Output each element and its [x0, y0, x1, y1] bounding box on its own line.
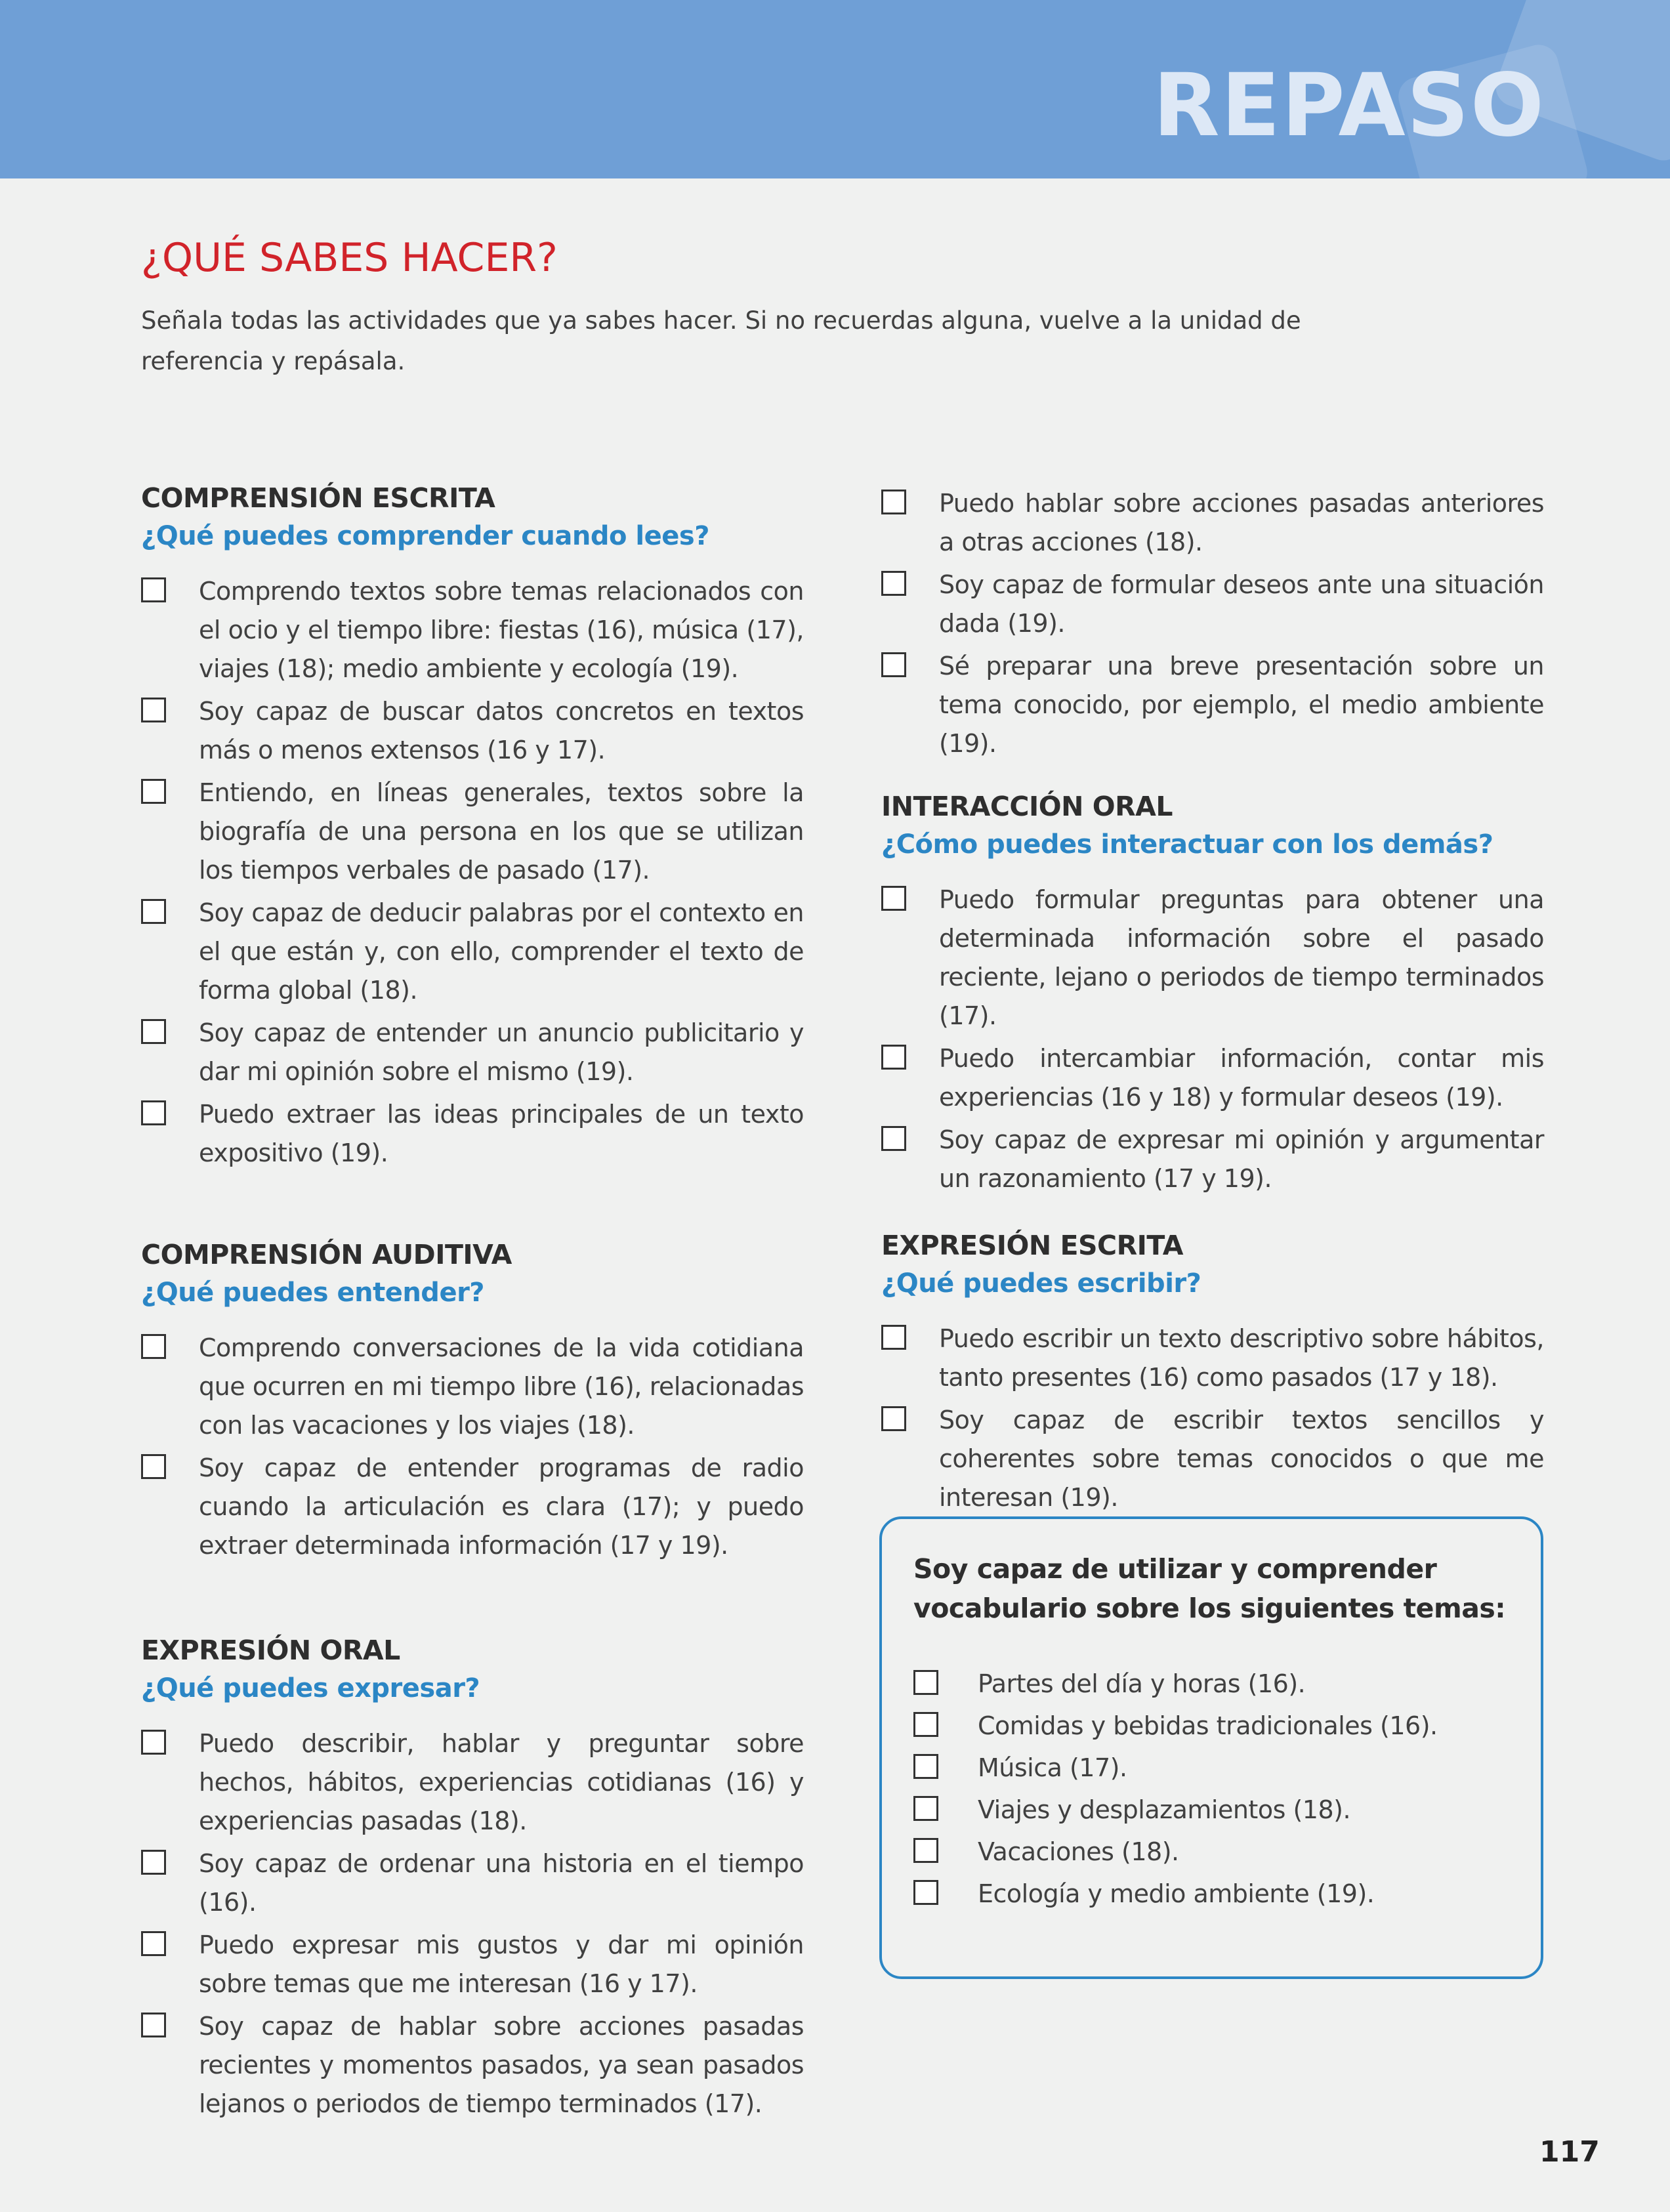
checklist-item-label: Puedo hablar sobre acciones pasadas anteriores a otras acciones (18). [939, 489, 1544, 556]
vocabulary-item [913, 1665, 1508, 1703]
checklist-item [141, 894, 804, 1010]
checklist-item [141, 774, 804, 890]
checklist-item [881, 647, 1544, 763]
checklist-item [881, 1401, 1544, 1517]
checkbox[interactable] [913, 1712, 938, 1737]
checklist-item-label: Puedo escribir un texto descriptivo sobre hábitos, tanto presentes (16) como pasados (17 y 18). [939, 1324, 1544, 1392]
checklist-item [141, 572, 804, 688]
checklist-item [141, 1449, 804, 1565]
checkbox[interactable] [881, 490, 906, 514]
checklist-item [141, 1724, 804, 1841]
checklist-item [141, 1845, 804, 1922]
vocabulary-item [913, 1875, 1508, 1913]
checklist-item [141, 1329, 804, 1445]
page-title: ¿QUÉ SABES HACER? [141, 235, 558, 281]
checklist-item [141, 1095, 804, 1173]
checkbox[interactable] [913, 1754, 938, 1779]
section-title: COMPRENSIÓN AUDITIVA [141, 1239, 512, 1270]
checkbox[interactable] [141, 1454, 166, 1479]
vocabulary-box-title: Soy capaz de utilizar y comprender vocabulario sobre los siguientes temas: [913, 1553, 1506, 1624]
intro-text: Señala todas las actividades que ya sabes hacer. Si no recuerdas alguna, vuelve a la unidad de referencia y repásala. [141, 306, 1301, 375]
checklist-item-label: Puedo describir, hablar y preguntar sobre hechos, hábitos, experiencias cotidianas (16) y experiencias pasadas (18). [199, 1729, 804, 1835]
checklist-item-label: Puedo expresar mis gustos y dar mi opinión sobre temas que me interesan (16 y 17). [199, 1930, 804, 1998]
checkbox[interactable] [881, 886, 906, 911]
checkbox[interactable] [141, 1334, 166, 1359]
vocabulary-item-label: Partes del día y horas (16). [978, 1669, 1306, 1698]
checkbox[interactable] [141, 779, 166, 804]
checklist-item-label: Soy capaz de buscar datos concretos en textos más o menos extensos (16 y 17). [199, 697, 804, 764]
checklist-item-label: Soy capaz de ordenar una historia en el tiempo (16). [199, 1849, 804, 1917]
checkbox[interactable] [141, 1730, 166, 1755]
checkbox[interactable] [881, 1045, 906, 1070]
checklist-item-label: Entiendo, en líneas generales, textos sobre la biografía de una persona en los que se utilizan los tiempos verbales de pasado (17). [199, 778, 804, 885]
expresion-oral-continuation [881, 484, 1544, 767]
checklist-item [141, 692, 804, 770]
checkbox[interactable] [913, 1838, 938, 1863]
checklist-item-label: Comprendo conversaciones de la vida cotidiana que ocurren en mi tiempo libre (16), relacionadas con las vacaciones y los viajes (18). [199, 1333, 804, 1440]
vocabulary-item-label: Viajes y desplazamientos (18). [978, 1795, 1351, 1824]
section-subtitle: ¿Cómo puedes interactuar con los demás? [881, 829, 1493, 860]
checklist-item-label: Soy capaz de entender un anuncio publicitario y dar mi opinión sobre el mismo (19). [199, 1018, 804, 1086]
section-subtitle: ¿Qué puedes comprender cuando lees? [141, 521, 709, 551]
checklist-item-label: Soy capaz de hablar sobre acciones pasadas recientes y momentos pasados, ya sean pasados lejanos o periodos de tiempo terminados (17). [199, 2012, 804, 2118]
checkbox[interactable] [141, 577, 166, 602]
vocabulary-item-label: Comidas y bebidas tradicionales (16). [978, 1711, 1438, 1740]
section-title: COMPRENSIÓN ESCRITA [141, 482, 495, 514]
checkbox[interactable] [141, 1931, 166, 1956]
checklist-item-label: Puedo formular preguntas para obtener una determinada información sobre el pasado reciente, lejano o periodos de tiempo terminados (17). [939, 885, 1544, 1030]
checkbox[interactable] [913, 1796, 938, 1821]
page-number: 117 [1539, 2135, 1600, 2169]
checklist-item [881, 566, 1544, 643]
checklist-item [881, 1320, 1544, 1397]
checkbox[interactable] [881, 1325, 906, 1350]
banner-title: REPASO [1153, 55, 1545, 156]
checklist-item [881, 1039, 1544, 1117]
checklist-item-label: Soy capaz de expresar mi opinión y argumentar un razonamiento (17 y 19). [939, 1125, 1544, 1193]
checklist-item [141, 1926, 804, 2003]
section-subtitle: ¿Qué puedes escribir? [881, 1268, 1201, 1299]
checkbox[interactable] [141, 698, 166, 722]
checkbox[interactable] [881, 652, 906, 677]
section-interaccion-oral [881, 787, 1544, 1202]
section-expresion-escrita [881, 1226, 1544, 1521]
checkbox[interactable] [881, 571, 906, 596]
checklist-item-label: Soy capaz de formular deseos ante una situación dada (19). [939, 570, 1544, 638]
section-title: EXPRESIÓN ORAL [141, 1635, 400, 1666]
vocabulary-item-label: Vacaciones (18). [978, 1837, 1179, 1866]
checklist-item-label: Puedo extraer las ideas principales de un texto expositivo (19). [199, 1100, 804, 1167]
checkbox[interactable] [141, 899, 166, 924]
checklist-item [881, 881, 1544, 1035]
section-subtitle: ¿Qué puedes expresar? [141, 1673, 480, 1703]
checklist-item-label: Puedo intercambiar información, contar mis experiencias (16 y 18) y formular deseos (19). [939, 1044, 1544, 1112]
checklist-item [141, 1014, 804, 1091]
vocabulary-box [879, 1516, 1543, 1979]
checkbox[interactable] [913, 1670, 938, 1695]
checkbox[interactable] [881, 1126, 906, 1151]
vocabulary-item [913, 1791, 1508, 1829]
checkbox[interactable] [141, 2013, 166, 2037]
checklist-item-label: Soy capaz de deducir palabras por el contexto en el que están y, con ello, comprender el texto de forma global (18). [199, 898, 804, 1005]
vocabulary-item [913, 1833, 1508, 1871]
checklist-item-label: Soy capaz de entender programas de radio cuando la articulación es clara (17); y puedo extraer determinada información (17 y 19). [199, 1453, 804, 1560]
section-comprension-escrita [141, 479, 804, 1177]
section-title: EXPRESIÓN ESCRITA [881, 1230, 1183, 1261]
checklist-item [881, 484, 1544, 562]
vocabulary-item [913, 1707, 1508, 1745]
vocabulary-item [913, 1749, 1508, 1787]
section-comprension-auditiva [141, 1236, 804, 1569]
checkbox[interactable] [141, 1100, 166, 1125]
checklist-item-label: Sé preparar una breve presentación sobre un tema conocido, por ejemplo, el medio ambiente (19). [939, 652, 1544, 758]
vocabulary-item-label: Música (17). [978, 1753, 1127, 1782]
checkbox[interactable] [913, 1880, 938, 1905]
checklist-item-label: Comprendo textos sobre temas relacionados con el ocio y el tiempo libre: fiestas (16), música (17), viajes (18); medio ambiente y ecología (19). [199, 577, 804, 683]
checkbox[interactable] [881, 1406, 906, 1431]
checklist-item [881, 1121, 1544, 1198]
checkbox[interactable] [141, 1019, 166, 1044]
header-banner [0, 0, 1670, 178]
vocabulary-item-label: Ecología y medio ambiente (19). [978, 1879, 1375, 1908]
checklist-item-label: Soy capaz de escribir textos sencillos y coherentes sobre temas conocidos o que me interesan (19). [939, 1406, 1544, 1512]
checklist-item [141, 2007, 804, 2123]
section-title: INTERACCIÓN ORAL [881, 791, 1173, 822]
section-subtitle: ¿Qué puedes entender? [141, 1278, 484, 1308]
checkbox[interactable] [141, 1850, 166, 1875]
section-expresion-oral [141, 1631, 804, 2127]
